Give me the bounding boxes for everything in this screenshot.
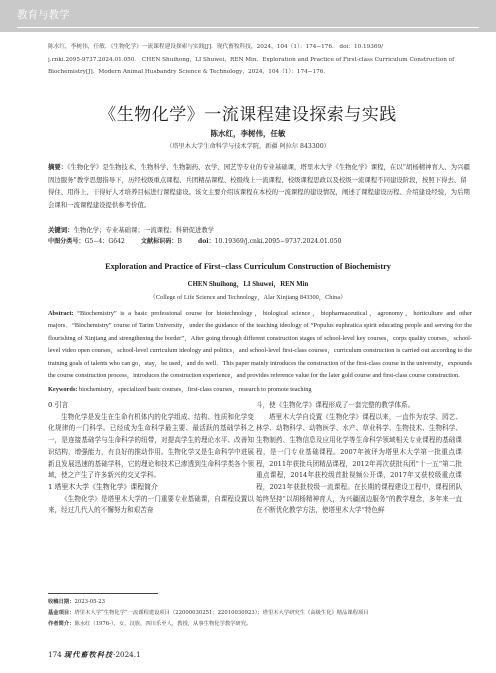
received-date: 2023-05-23 <box>74 599 106 605</box>
journal-name: 现代畜牧科技 <box>64 650 114 659</box>
author-bio-label: 作者简介： <box>48 621 75 627</box>
body-column-left <box>48 400 254 517</box>
page-footer <box>48 650 141 660</box>
paragraph-intro: 生物化学是发生在生命有机体内的化学组成、结构、性质和化学变化规律的一门科学。已经成为生命科学最主要、最活跃的基础学科之一，是连接基础学与生命科学的纽带，对提高学生的理论水平、改善知识结构，增强能力，有良好的推动作用。生物化学又是生命科学中进展新且发展迅速的基础学科，它的理论和技术已渗透到生命科学类各个领域，使之产生了许多新兴的交叉学科。 <box>48 412 254 480</box>
header-rule <box>17 27 479 28</box>
keywords-zh-text: 生物化学；专业基础课；一流课程；科研促进教学 <box>73 226 215 234</box>
keywords-en-label: Keywords: <box>48 386 78 393</box>
citation-line-3: Biochemistry[J]．Modern Animal Husbandry Science & Technology，2024，104（1）：174−176． <box>48 69 330 75</box>
journal-issue: ·2024.1 <box>113 650 141 659</box>
doc-code-label: 文献标识码： <box>140 238 178 245</box>
abstract-zh-label: 摘要： <box>48 163 68 171</box>
paragraph-course-history: 塔里木大学自设置《生物化学》课程以来，一直作为农学、园艺、林学、动物科学、动物医学、水产、草业科学、生物技术、生物科学、生物制药、生物信息及应用化学等生命科学领域相关专业课程的基础课程，是一门专业基础课程。2007年被评为塔里木大学第一批重点课程，2011年获批兵团精品课程，2012年再次获批兵团“十一五”第二批重点课程，2014年获校级首批视频公开课，2017年又获校级重点课程，2021年获批校级一流课程。在长期的课程建设工程中，课程团队始终坚持“以胡杨精神育人，为兴疆固边服务”的教学理念，多年来一直在不断优化教学方法，使塔里木大学“特色鲜 <box>256 412 462 515</box>
author-bio-text: 陈水红（1976-），女，汉族，四川乐至人，教授，从事生物化学教学研究。 <box>74 621 252 627</box>
citation-line-1: 陈水红，李树伟，任敏．《生物化学》一流课程建设探索与实践[J]．现代畜牧科技，2024，104（1）：174−176． doi：10.19369/ <box>48 44 384 50</box>
keywords-zh-label: 关键词： <box>48 226 74 234</box>
article-title: 《生物化学》一流课程建设探索与实践 <box>99 105 397 125</box>
clc-label: 中图分类号： <box>48 238 85 245</box>
classification-zh <box>48 236 472 249</box>
page-number: 174 <box>48 650 62 659</box>
footnote-author <box>48 619 472 627</box>
received-label: 收稿日期： <box>48 599 75 605</box>
footnote-rule <box>48 593 158 594</box>
article-affiliation-en: （College of Life Science and Technology，Alar Xinjiang 843300，China） <box>149 294 347 301</box>
footnote-fund <box>48 608 472 616</box>
citation-line-2: j.cnki.2095-9737.2024.01.050． CHEN Shuihong，LI Shuwei，REN Min．Exploration and Practice of First-class Curriculum Construction of <box>48 56 455 63</box>
abstract-en-text: “Biochemistry” is a basic professional course for biotechnology，biological science，biopharmaceutical，agronomy，horticulture and other majors．“Biochemistry” course of Tarim University，under the guidance of the teaching ideology of “Populus euphratica spirit educating people and serving for the flourishing of Xinjiang and strengthening the border”，After going through different construction stages of school-level key courses，corps quality courses，school-level video open courses，school-level curriculum ideology and politics，and school-level first-class courses，curriculum construction is carried out according to the training goals of talents who can go，stay，be used，and do well．This paper mainly introduces the construction of the first-class course in the university，expounds the course construction process，introduces the construction experience，and provides reference value for the later gold course and first-class course construction. <box>48 310 472 380</box>
article-affiliation: （塔里木大学生命科学与技术学院，新疆 阿拉尔 843300） <box>166 143 330 150</box>
keywords-zh <box>48 224 472 237</box>
body-column-right <box>256 400 462 517</box>
section-heading-intro: 0 引言 <box>48 401 69 409</box>
footnote-received <box>48 597 472 605</box>
article-title-en: Exploration and Practice of First−class Curriculum Construction of Biochemistry <box>105 262 391 271</box>
paragraph-continued: 斗，使《生物化学》课程形成了一套完整的教学体系。 <box>256 401 415 409</box>
paragraph-course-intro: 《生物化学》是塔里木大学的一门重要专业基础课，自课程设置以来，经过几代人的不懈努力和艰苦奋 <box>48 494 254 515</box>
section-label: 教育与教学 <box>17 9 70 21</box>
doi-value: 10.19369/j.cnki.2095−9737.2024.01.050 <box>214 238 342 245</box>
abstract-en-label: Abstract: <box>48 310 74 317</box>
fund-label: 基金项目： <box>48 610 75 616</box>
doc-code-value: B <box>177 238 182 245</box>
section-heading-course-intro: 1 塔里木大学《生物化学》课程简介 <box>48 482 158 491</box>
fund-text: 塔里木大学“生物化学”一流课程建设项目（22000030251；22010030923）；塔里木大学研究生《高级生化》精品课程项目 <box>74 610 369 616</box>
keywords-en <box>48 384 472 393</box>
doi-label: doi： <box>197 238 215 245</box>
keywords-en-text: biochemistry，specialized basic courses，first-class courses，research to promote teaching <box>78 386 312 393</box>
abstract-en <box>48 308 472 382</box>
article-authors-en: CHEN Shuihong，LI Shuwei，REN Min <box>187 281 309 288</box>
clc-value: G5−4；G642 <box>84 238 125 245</box>
abstract-zh-text: 《生物化学》是生物技术、生物科学、生物制药、农学、园艺等专业的专业基础课，塔里木大学《生物化学》课程，在以“胡杨精神育人、为兴疆固边服务”教学思想指导下，历经校级重点课程、兵团精品课程、校级线上一流课程、校级课程思政以及校级一流课程不同建设阶段，按照下得去、留得住、用得上、干得好人才培养目标进行课程建设。该文主要介绍该课程在本校的一流课程的建设情况，阐述了课程建设历程、介绍建设经验，为后期会课和一流课程建设提供参考价值。 <box>48 163 470 209</box>
abstract-zh <box>48 161 472 211</box>
article-authors: 陈水红，李树伟，任敏 <box>210 129 286 138</box>
citation-block <box>48 41 468 79</box>
